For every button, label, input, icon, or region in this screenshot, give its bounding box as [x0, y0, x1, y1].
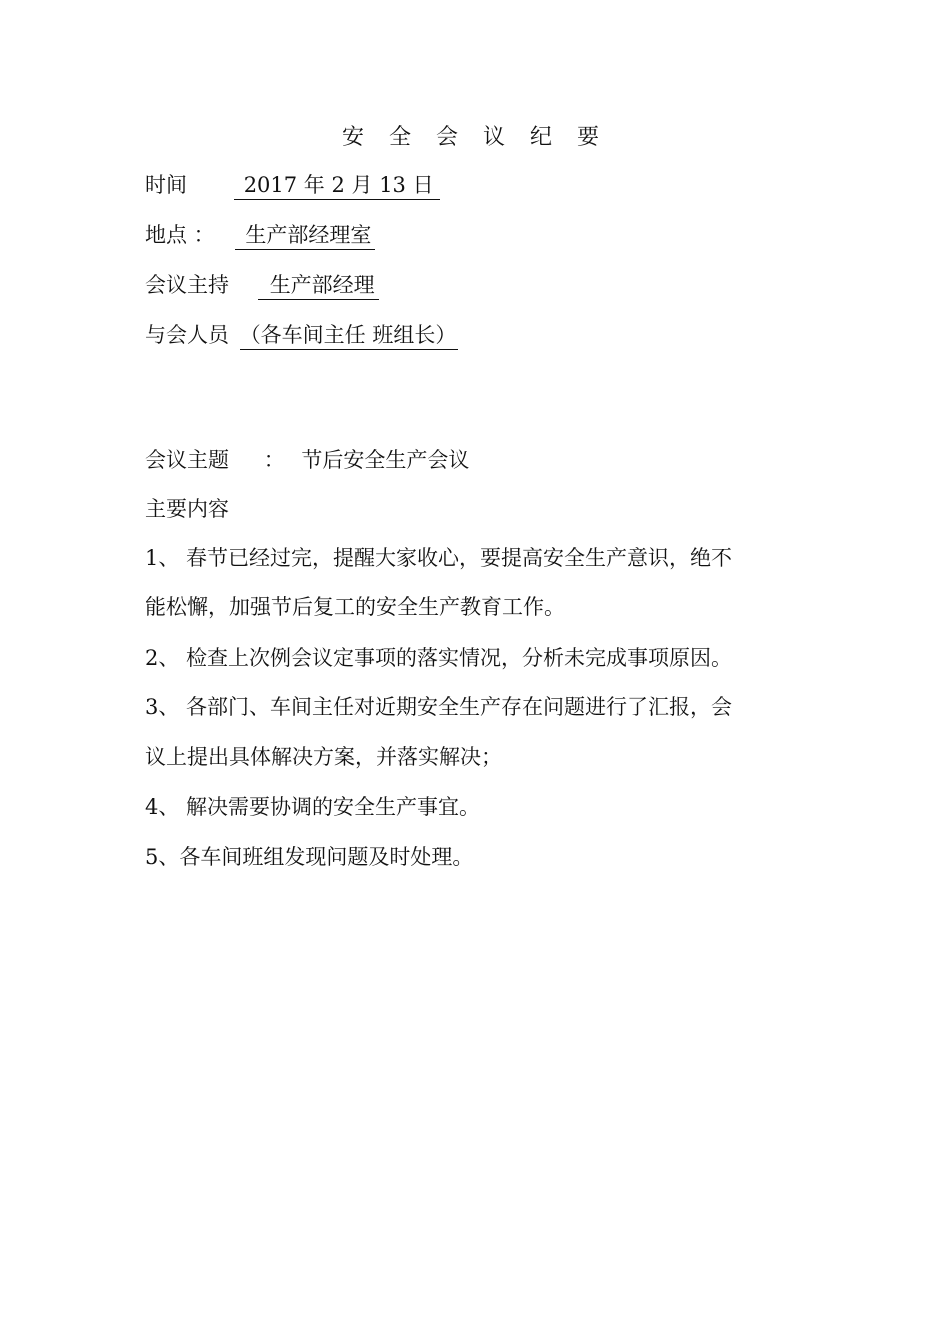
time-value: 2017 年 2 月 13 日: [234, 171, 440, 200]
attendees-value: （各车间主任 班组长）: [240, 321, 459, 350]
topic-label: 会议主题: [145, 448, 229, 472]
host-row: [145, 270, 379, 300]
content-heading: 主要内容: [145, 497, 229, 521]
content-line: 3、 各部门、车间主任对近期安全生产存在问题进行了汇报，会: [145, 695, 733, 719]
place-row: [145, 220, 375, 250]
place-label: 地点 ：: [145, 223, 215, 247]
topic-row: [145, 445, 469, 475]
content-line: 4、 解决需要协调的安全生产事宜。: [145, 795, 481, 819]
content-line: 议上提出具体解决方案，并落实解决；: [145, 745, 502, 769]
host-value: 生产部经理: [258, 271, 379, 300]
time-label: 时间: [145, 173, 187, 197]
content-line: 5、各车间班组发现问题及时处理。: [145, 845, 474, 869]
attendees-row: [145, 320, 458, 350]
host-label: 会议主持: [145, 273, 229, 297]
place-value: 生产部经理室: [235, 221, 375, 250]
attendees-label: 与会人员: [145, 323, 229, 347]
topic-value: 节后安全生产会议: [301, 448, 470, 472]
content-line: 2、 检查上次例会议定事项的落实情况，分析未完成事项原因。: [145, 646, 733, 670]
topic-colon: ：: [263, 448, 285, 472]
content-line: 1、 春节已经过完，提醒大家收心，要提高安全生产意识，绝不: [145, 546, 733, 570]
time-row: [145, 170, 440, 200]
content-line: 能松懈，加强节后复工的安全生产教育工作。: [145, 595, 565, 619]
document-title: 安 全 会 议 纪 要: [342, 125, 608, 150]
